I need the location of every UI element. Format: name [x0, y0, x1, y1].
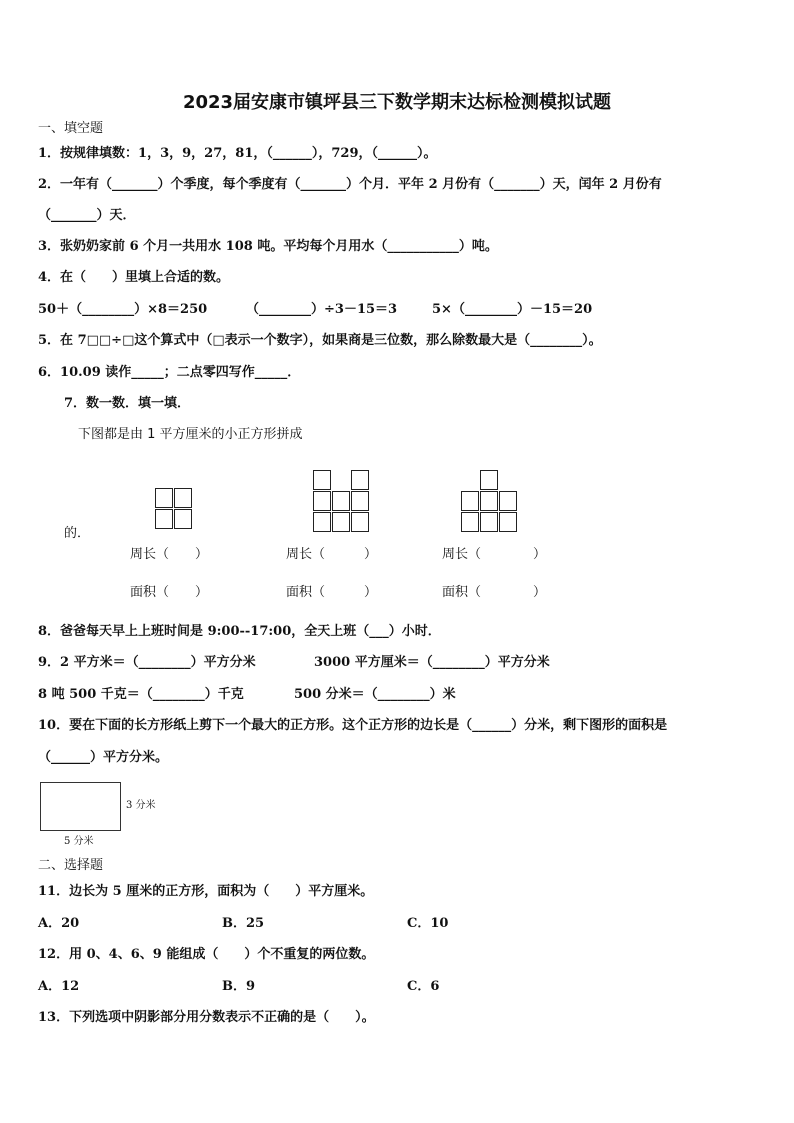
- section-heading-multiple-choice: 二、选择题: [38, 858, 104, 873]
- question-9-item-2: 3000 平方厘米＝（________）平方分米: [314, 655, 550, 670]
- question-8: 8．爸爸每天早上上班时间是 9:00--17:00，全天上班（___）小时．: [38, 624, 441, 639]
- figure-2-grid: [313, 470, 371, 533]
- question-10-height-label: 3 分米: [126, 800, 156, 811]
- page-title: 2023届安康市镇坪县三下数学期末达标检测模拟试题: [182, 92, 612, 113]
- question-10-line-2: （______）平方分米。: [38, 750, 169, 765]
- question-13: 13．下列选项中阴影部分用分数表示不正确的是（ ）。: [38, 1010, 375, 1025]
- question-6: 6．10.09 读作_____；二点零四写作_____．: [38, 365, 301, 380]
- question-12-option-a: A．12: [38, 979, 80, 994]
- question-9-item-1: 9．2 平方米＝（________）平方分米: [38, 655, 256, 670]
- question-4-expression-1: 50＋（________）×8＝250: [38, 302, 208, 317]
- question-11-option-a: A．20: [38, 916, 80, 931]
- question-4: 4．在（ ）里填上合适的数。: [38, 270, 230, 285]
- question-12-option-b: B．9: [222, 979, 256, 994]
- question-10-line-1: 10．要在下面的长方形纸上剪下一个最大的正方形。这个正方形的边长是（______）分米，剩下图形的面积是: [38, 718, 668, 733]
- figure-1-perimeter: 周长（ ）: [130, 547, 209, 562]
- section-heading-fill-in: 一、填空题: [38, 121, 104, 136]
- question-7-trailing-text: 的．: [64, 526, 91, 541]
- question-11-option-b: B．25: [222, 916, 265, 931]
- figure-2-area: 面积（ ）: [286, 585, 378, 600]
- figure-3-grid: [461, 470, 519, 533]
- question-9-item-3: 8 吨 500 千克＝（________）千克: [38, 687, 244, 702]
- question-2-line-1: 2．一年有（_______）个季度，每个季度有（_______）个月．平年 2 月份有（_______）天，闰年 2 月份有: [38, 177, 662, 192]
- question-1: 1．按规律填数：1，3，9，27，81，（______），729，（______）。: [38, 146, 437, 161]
- figure-2-perimeter: 周长（ ）: [286, 547, 378, 562]
- question-7: 7．数一数．填一填．: [64, 396, 191, 411]
- question-4-expression-3: 5×（________）－15＝20: [432, 302, 593, 317]
- question-2-line-2: （_______）天．: [38, 208, 136, 223]
- figure-1-grid: [155, 488, 193, 530]
- question-11: 11．边长为 5 厘米的正方形，面积为（ ）平方厘米。: [38, 884, 374, 899]
- figure-1-area: 面积（ ）: [130, 585, 209, 600]
- question-9-item-4: 500 分米＝（________）米: [294, 687, 456, 702]
- figure-3-perimeter: 周长（ ）: [442, 547, 547, 562]
- question-10-width-label: 5 分米: [64, 836, 94, 847]
- figure-3-area: 面积（ ）: [442, 585, 547, 600]
- question-3: 3．张奶奶家前 6 个月一共用水 108 吨。平均每个月用水（___________）吨。: [38, 239, 498, 254]
- question-12-option-c: C．6: [407, 979, 440, 994]
- question-11-option-c: C．10: [407, 916, 449, 931]
- question-5: 5．在 7□□÷□这个算式中（□表示一个数字），如果商是三位数，那么除数最大是（________）。: [38, 333, 602, 348]
- question-4-expression-2: （________）÷3－15＝3: [246, 302, 398, 317]
- question-10-rectangle: [40, 782, 121, 831]
- question-7-subtitle: 下图都是由 1 平方厘米的小正方形拼成: [78, 427, 303, 442]
- question-12: 12．用 0、4、6、9 能组成（ ）个不重复的两位数。: [38, 947, 375, 962]
